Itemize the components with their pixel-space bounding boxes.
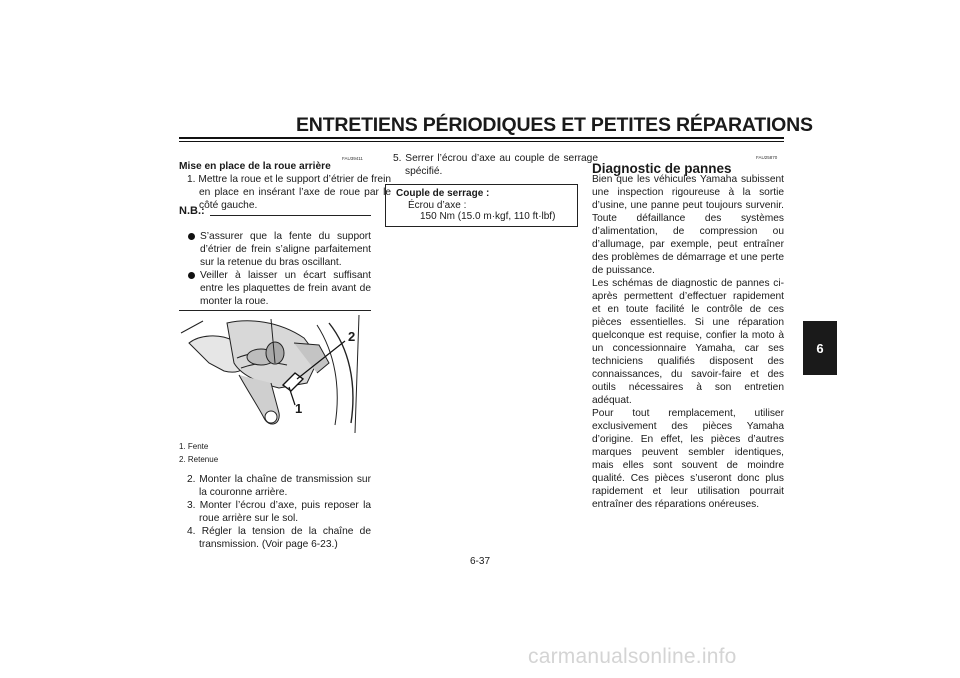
step-5: 5. Serrer l’écrou d’axe au couple de serrage spécifié. — [393, 153, 598, 177]
paragraph: Les schémas de diagnostic de pannes ci-après permettent d’effectuer rapidement et en toute facilité le contrôle de ces pièces essentielles. Si une réparation quelconque est requise, confier la moto à un concessionnaire Yamaha, car ses techniciens qualifiés disposent des connaissances, du savoir-faire et des outils nécessaires à son entretien adéquat. — [592, 278, 784, 406]
nb-item — [179, 269, 371, 308]
watermark: carmanualsonline.info — [528, 645, 737, 668]
torque-value: 150 Nm (15.0 m·kgf, 110 ft·lbf) — [420, 211, 556, 222]
nb-end-rule — [179, 310, 371, 311]
chapter-tab: 6 — [803, 321, 837, 375]
troubleshooting-text — [592, 173, 784, 511]
bullet-icon — [188, 233, 195, 240]
legend-item: 2. Retenue — [179, 455, 219, 464]
header-rule-thin — [179, 141, 784, 142]
nb-rule — [210, 215, 371, 216]
bullet-icon — [188, 272, 195, 279]
legend-item: 1. Fente — [179, 442, 209, 451]
section-code: FAU25870 — [756, 155, 778, 160]
torque-item: Écrou d’axe : — [408, 199, 467, 211]
page-header-title: ENTRETIENS PÉRIODIQUES ET PETITES RÉPARATIONS — [296, 114, 813, 136]
section-heading: Diagnostic de pannes — [592, 161, 732, 176]
torque-spec-box — [385, 184, 578, 227]
figure-legend — [179, 440, 218, 466]
nb-list — [179, 230, 371, 308]
step-item: 3. Monter l’écrou d’axe, puis reposer la roue arrière sur le sol. — [187, 500, 371, 524]
step-item: 4. Régler la tension de la chaîne de transmission. (Voir page 6-23.) — [187, 526, 371, 550]
header-rule — [179, 137, 784, 139]
section-code: FAU39411 — [342, 156, 363, 161]
page-number: 6-37 — [469, 556, 490, 567]
step-1: 1. Mettre la roue et le support d’étrier de frein en place en insérant l’axe de roue par le côté gauche. — [187, 174, 391, 211]
section-heading: Mise en place de la roue arrière — [179, 161, 331, 172]
rear-wheel-figure — [179, 313, 374, 435]
figure-callout: 2 — [348, 329, 356, 344]
figure-callout: 1 — [295, 401, 303, 416]
nb-item — [179, 230, 371, 269]
steps-list — [179, 473, 371, 551]
nb-item-text: Veiller à laisser un écart suffisant entre les plaquettes de frein avant de monter la roue. — [200, 270, 371, 307]
torque-title: Couple de serrage : — [396, 188, 490, 199]
nb-item-text: S’assurer que la fente du support d’étrier de frein s’aligne parfaitement sur la retenue du bras oscillant. — [200, 231, 371, 268]
nb-title: N.B.: — [179, 205, 205, 217]
paragraph: Bien que les véhicules Yamaha subissent une inspection rigoureuse à la sortie d’usine, une panne peut toujours survenir. Toute défaillance des systèmes d’alimentation, de compression ou d’allumage, par exemple, peut entraîner des problèmes de démarrage et une perte de puissance. — [592, 174, 784, 276]
step-item: 2. Monter la chaîne de transmission sur la couronne arrière. — [187, 474, 371, 498]
paragraph: Pour tout remplacement, utiliser exclusivement des pièces Yamaha d’origine. En effet, les pièces d’autres marques peuvent sembler identiques, mais elles sont souvent de moindre qualité. Ces pièces s’useront donc plus rapidement et leur utilisation pourrait entraîner des réparations onéreuses. — [592, 408, 784, 510]
